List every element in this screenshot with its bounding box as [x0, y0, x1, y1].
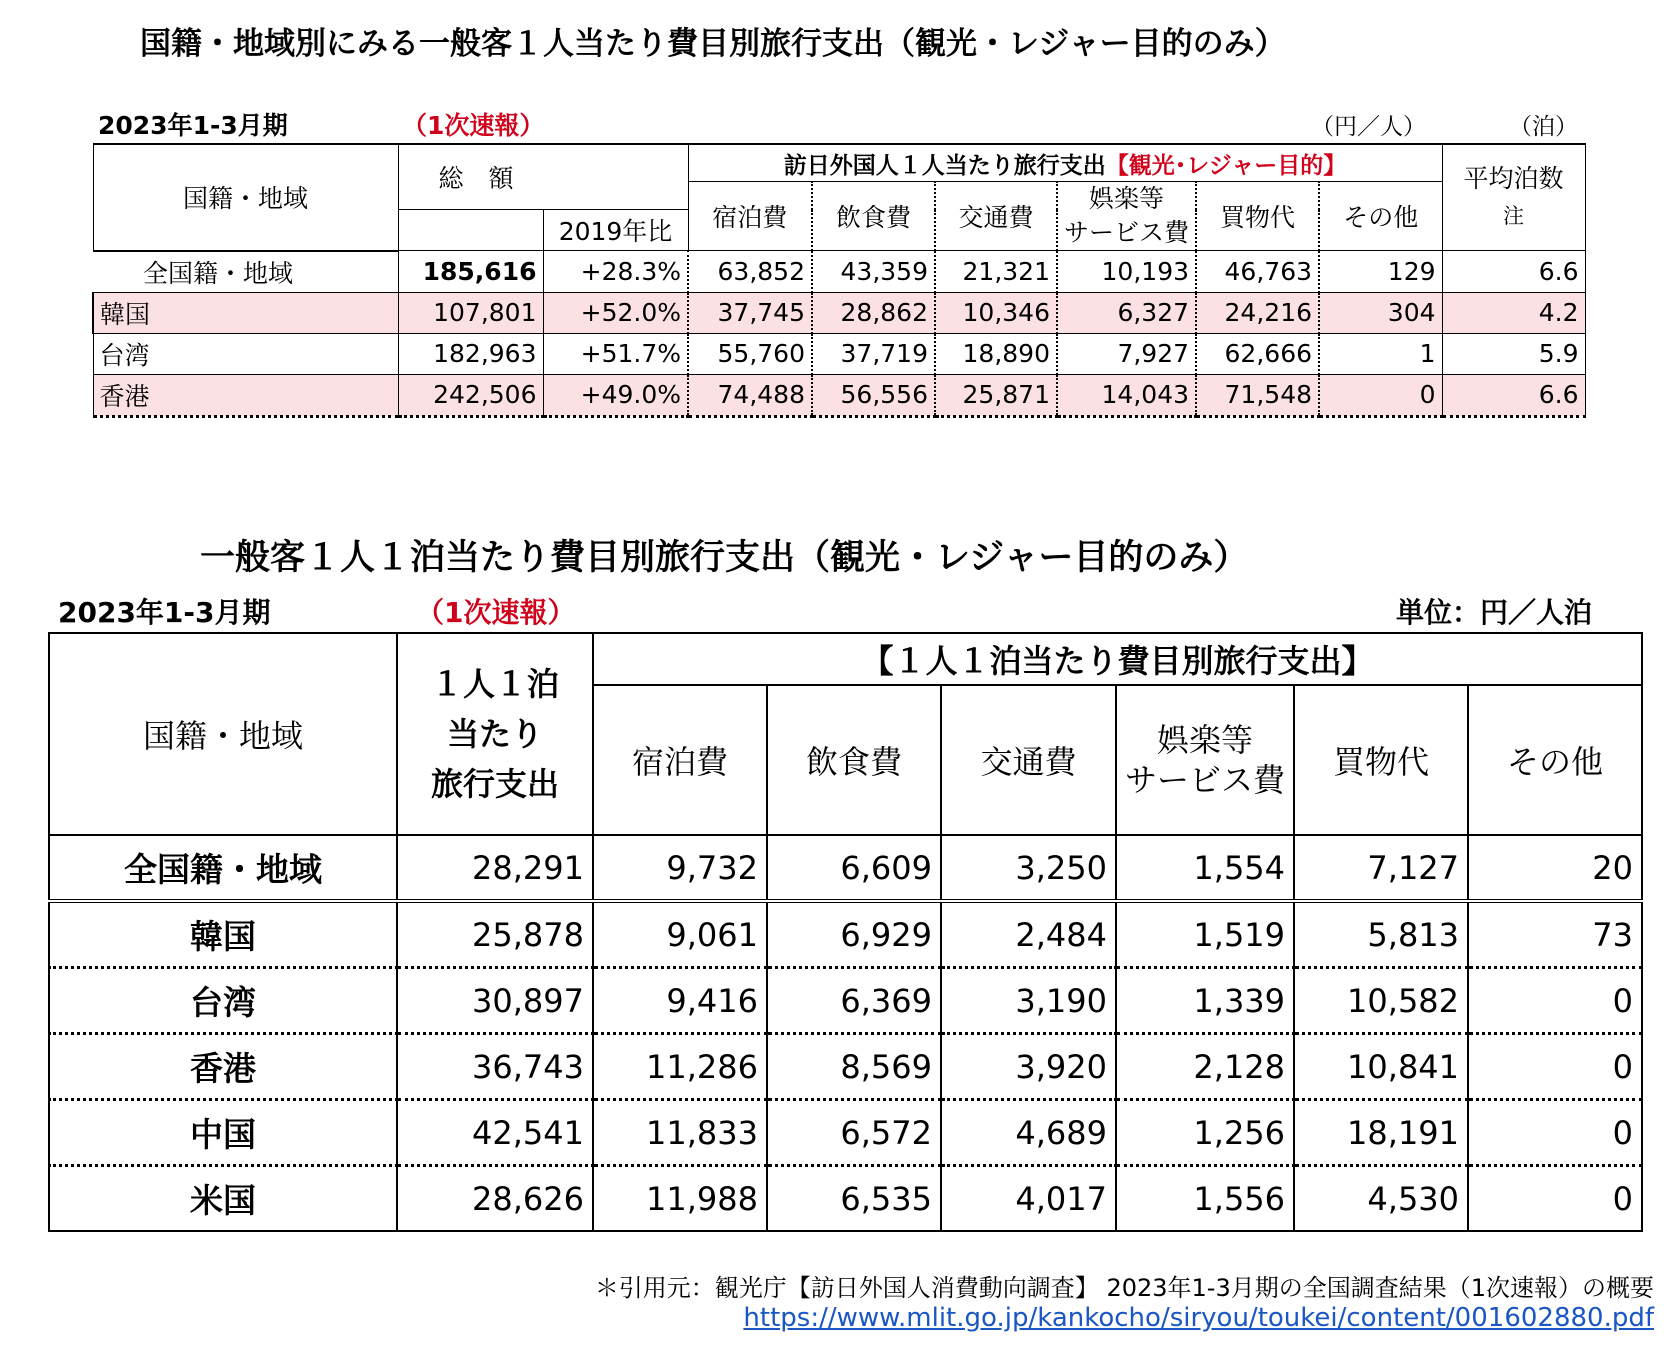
t1-row-name: 台湾	[93, 333, 398, 374]
t2-cell-shopping: 10,841	[1294, 1034, 1468, 1100]
t2-row	[49, 1100, 1642, 1166]
t1-cell-shopping: 46,763	[1196, 251, 1319, 293]
t1-cell-transport: 21,321	[935, 251, 1057, 293]
t2-header-food: 飲食費	[767, 685, 941, 835]
t2-cell-other: 0	[1468, 1034, 1642, 1100]
t1-cell-nights: 5.9	[1442, 333, 1585, 374]
t2-row-name: 韓国	[49, 901, 397, 968]
t2-header-entertainment	[1116, 685, 1294, 835]
t1-header-lodging: 宿泊費	[688, 182, 812, 251]
table2	[48, 632, 1643, 1232]
t2-cell-transport: 3,190	[941, 968, 1116, 1034]
t2-cell-other: 0	[1468, 1166, 1642, 1232]
table2-period: 2023年1-3月期	[58, 596, 271, 629]
t2-cell-transport: 3,250	[941, 835, 1116, 901]
t2-cell-ent: 1,519	[1116, 901, 1294, 968]
t2-header-per-night-3: 旅行支出	[430, 765, 559, 803]
t1-header-ent-line1: 娯楽等	[1089, 184, 1165, 213]
t1-cell-ent: 6,327	[1057, 292, 1196, 333]
t2-row-name: 台湾	[49, 968, 397, 1034]
t1-row	[93, 251, 1585, 293]
t2-header-ent-line1: 娯楽等	[1157, 721, 1254, 759]
t2-cell-total: 28,291	[397, 835, 593, 901]
t1-cell-food: 43,359	[812, 251, 935, 293]
t1-row-name: 全国籍・地域	[93, 251, 398, 293]
t1-cell-lodging: 74,488	[688, 374, 812, 416]
t2-cell-total: 42,541	[397, 1100, 593, 1166]
table1-status: （1次速報）	[402, 111, 545, 140]
t2-cell-lodging: 9,061	[593, 901, 767, 968]
t1-cell-lodging: 37,745	[688, 292, 812, 333]
t1-cell-ent: 14,043	[1057, 374, 1196, 416]
source-text: ＊引用元：観光庁【訪日外国人消費動向調査】 2023年1-3月期の全国調査結果（1次速報）の概要	[594, 1274, 1654, 1302]
t2-cell-other: 0	[1468, 968, 1642, 1034]
t1-header-region: 国籍・地域	[93, 144, 398, 251]
t2-row	[49, 901, 1642, 968]
t1-header-group-purpose: 【観光･レジャー目的】	[1105, 152, 1347, 179]
t1-cell-transport: 18,890	[935, 333, 1057, 374]
t1-cell-total: 107,801	[398, 292, 543, 333]
t2-header-ent-line2: サービス費	[1125, 761, 1286, 799]
t1-cell-food: 28,862	[812, 292, 935, 333]
t2-row	[49, 1166, 1642, 1232]
t2-cell-food: 6,535	[767, 1166, 941, 1232]
t2-header-per-night-1: １人１泊	[430, 665, 559, 703]
t1-header-nights-note: 注	[1503, 204, 1525, 228]
t2-cell-shopping: 7,127	[1294, 835, 1468, 901]
t2-cell-lodging: 11,833	[593, 1100, 767, 1166]
t2-cell-other: 73	[1468, 901, 1642, 968]
t1-cell-other: 304	[1319, 292, 1442, 333]
table1	[92, 143, 1586, 418]
t2-cell-shopping: 4,530	[1294, 1166, 1468, 1232]
t2-cell-food: 6,929	[767, 901, 941, 968]
t2-cell-food: 8,569	[767, 1034, 941, 1100]
table1-period: 2023年1-3月期	[98, 111, 288, 140]
t2-row-name: 米国	[49, 1166, 397, 1232]
table2-status: （1次速報）	[416, 596, 576, 629]
t1-cell-ent: 10,193	[1057, 251, 1196, 293]
t1-cell-vs2019: +28.3%	[543, 251, 688, 293]
t2-cell-other: 0	[1468, 1100, 1642, 1166]
table2-title: 一般客１人１泊当たり費目別旅行支出（観光・レジャー目的のみ）	[200, 538, 1249, 578]
t2-cell-shopping: 18,191	[1294, 1100, 1468, 1166]
t1-cell-other: 1	[1319, 333, 1442, 374]
table1-unit-night: （泊）	[1509, 114, 1578, 140]
t1-header-nights	[1442, 144, 1585, 251]
t1-cell-lodging: 55,760	[688, 333, 812, 374]
t2-cell-total: 25,878	[397, 901, 593, 968]
t2-cell-transport: 3,920	[941, 1034, 1116, 1100]
t2-cell-ent: 1,256	[1116, 1100, 1294, 1166]
t2-cell-total: 30,897	[397, 968, 593, 1034]
t1-row-name: 韓国	[93, 292, 398, 333]
table1-title: 国籍・地域別にみる一般客１人当たり費目別旅行支出（観光・レジャー目的のみ）	[140, 26, 1286, 62]
t1-header-vs2019: 2019年比	[543, 210, 688, 251]
t1-cell-nights: 6.6	[1442, 374, 1585, 416]
t1-cell-nights: 4.2	[1442, 292, 1585, 333]
t2-header-per-night-2: 当たり	[446, 715, 543, 753]
t1-cell-nights: 6.6	[1442, 251, 1585, 293]
t1-cell-vs2019: +49.0%	[543, 374, 688, 416]
t2-row-name: 香港	[49, 1034, 397, 1100]
t2-cell-shopping: 10,582	[1294, 968, 1468, 1034]
t2-cell-shopping: 5,813	[1294, 901, 1468, 968]
t2-cell-lodging: 9,416	[593, 968, 767, 1034]
t1-cell-other: 129	[1319, 251, 1442, 293]
t2-row-name: 全国籍・地域	[49, 835, 397, 901]
t2-row	[49, 968, 1642, 1034]
t2-row	[49, 835, 1642, 901]
t2-cell-food: 6,369	[767, 968, 941, 1034]
t2-cell-other: 20	[1468, 835, 1642, 901]
t1-cell-transport: 25,871	[935, 374, 1057, 416]
t2-cell-lodging: 9,732	[593, 835, 767, 901]
t1-header-other: その他	[1319, 182, 1442, 251]
t2-cell-food: 6,609	[767, 835, 941, 901]
t2-header-lodging: 宿泊費	[593, 685, 767, 835]
t2-header-region: 国籍・地域	[49, 633, 397, 835]
t1-header-entertainment	[1057, 182, 1196, 251]
t1-header-shopping: 買物代	[1196, 182, 1319, 251]
t2-cell-lodging: 11,988	[593, 1166, 767, 1232]
t1-cell-total: 185,616	[398, 251, 543, 293]
t1-cell-lodging: 63,852	[688, 251, 812, 293]
t1-cell-food: 37,719	[812, 333, 935, 374]
t1-row-name: 香港	[93, 374, 398, 416]
t1-row	[93, 333, 1585, 374]
t2-cell-total: 36,743	[397, 1034, 593, 1100]
t2-row-name: 中国	[49, 1100, 397, 1166]
t2-cell-transport: 4,689	[941, 1100, 1116, 1166]
t1-header-total: 総 額	[398, 144, 688, 210]
t1-header-group-label: 訪日外国人１人当たり旅行支出	[783, 152, 1106, 179]
t2-cell-ent: 1,339	[1116, 968, 1294, 1034]
t1-cell-vs2019: +52.0%	[543, 292, 688, 333]
t2-cell-ent: 1,554	[1116, 835, 1294, 901]
t1-header-food: 飲食費	[812, 182, 935, 251]
t1-cell-shopping: 71,548	[1196, 374, 1319, 416]
t1-header-blank	[398, 210, 543, 251]
t2-cell-ent: 2,128	[1116, 1034, 1294, 1100]
t2-cell-ent: 1,556	[1116, 1166, 1294, 1232]
t1-cell-other: 0	[1319, 374, 1442, 416]
t1-header-group	[688, 144, 1442, 182]
t2-cell-transport: 4,017	[941, 1166, 1116, 1232]
t1-cell-ent: 7,927	[1057, 333, 1196, 374]
table1-unit-yen: （円／人）	[1311, 114, 1426, 140]
t1-header-transport: 交通費	[935, 182, 1057, 251]
t1-cell-shopping: 62,666	[1196, 333, 1319, 374]
t1-cell-shopping: 24,216	[1196, 292, 1319, 333]
t2-header-shopping: 買物代	[1294, 685, 1468, 835]
t2-cell-transport: 2,484	[941, 901, 1116, 968]
t2-header-other: その他	[1468, 685, 1642, 835]
t1-cell-vs2019: +51.7%	[543, 333, 688, 374]
table2-unit: 単位：円／人泊	[1396, 596, 1593, 629]
t2-row	[49, 1034, 1642, 1100]
t1-header-nights-label: 平均泊数	[1463, 164, 1564, 193]
t1-cell-food: 56,556	[812, 374, 935, 416]
t2-cell-total: 28,626	[397, 1166, 593, 1232]
source-link[interactable]: https://www.mlit.go.jp/kankocho/siryou/toukei/content/001602880.pdf	[743, 1303, 1654, 1333]
t2-header-transport: 交通費	[941, 685, 1116, 835]
t1-header-ent-line2: サービス費	[1064, 218, 1190, 247]
t1-row	[93, 292, 1585, 333]
t2-cell-food: 6,572	[767, 1100, 941, 1166]
t1-cell-total: 182,963	[398, 333, 543, 374]
t2-header-per-night	[397, 633, 593, 835]
t1-row	[93, 374, 1585, 416]
t1-cell-transport: 10,346	[935, 292, 1057, 333]
t2-cell-lodging: 11,286	[593, 1034, 767, 1100]
t1-cell-total: 242,506	[398, 374, 543, 416]
t2-header-group: 【１人１泊当たり費目別旅行支出】	[593, 633, 1642, 685]
